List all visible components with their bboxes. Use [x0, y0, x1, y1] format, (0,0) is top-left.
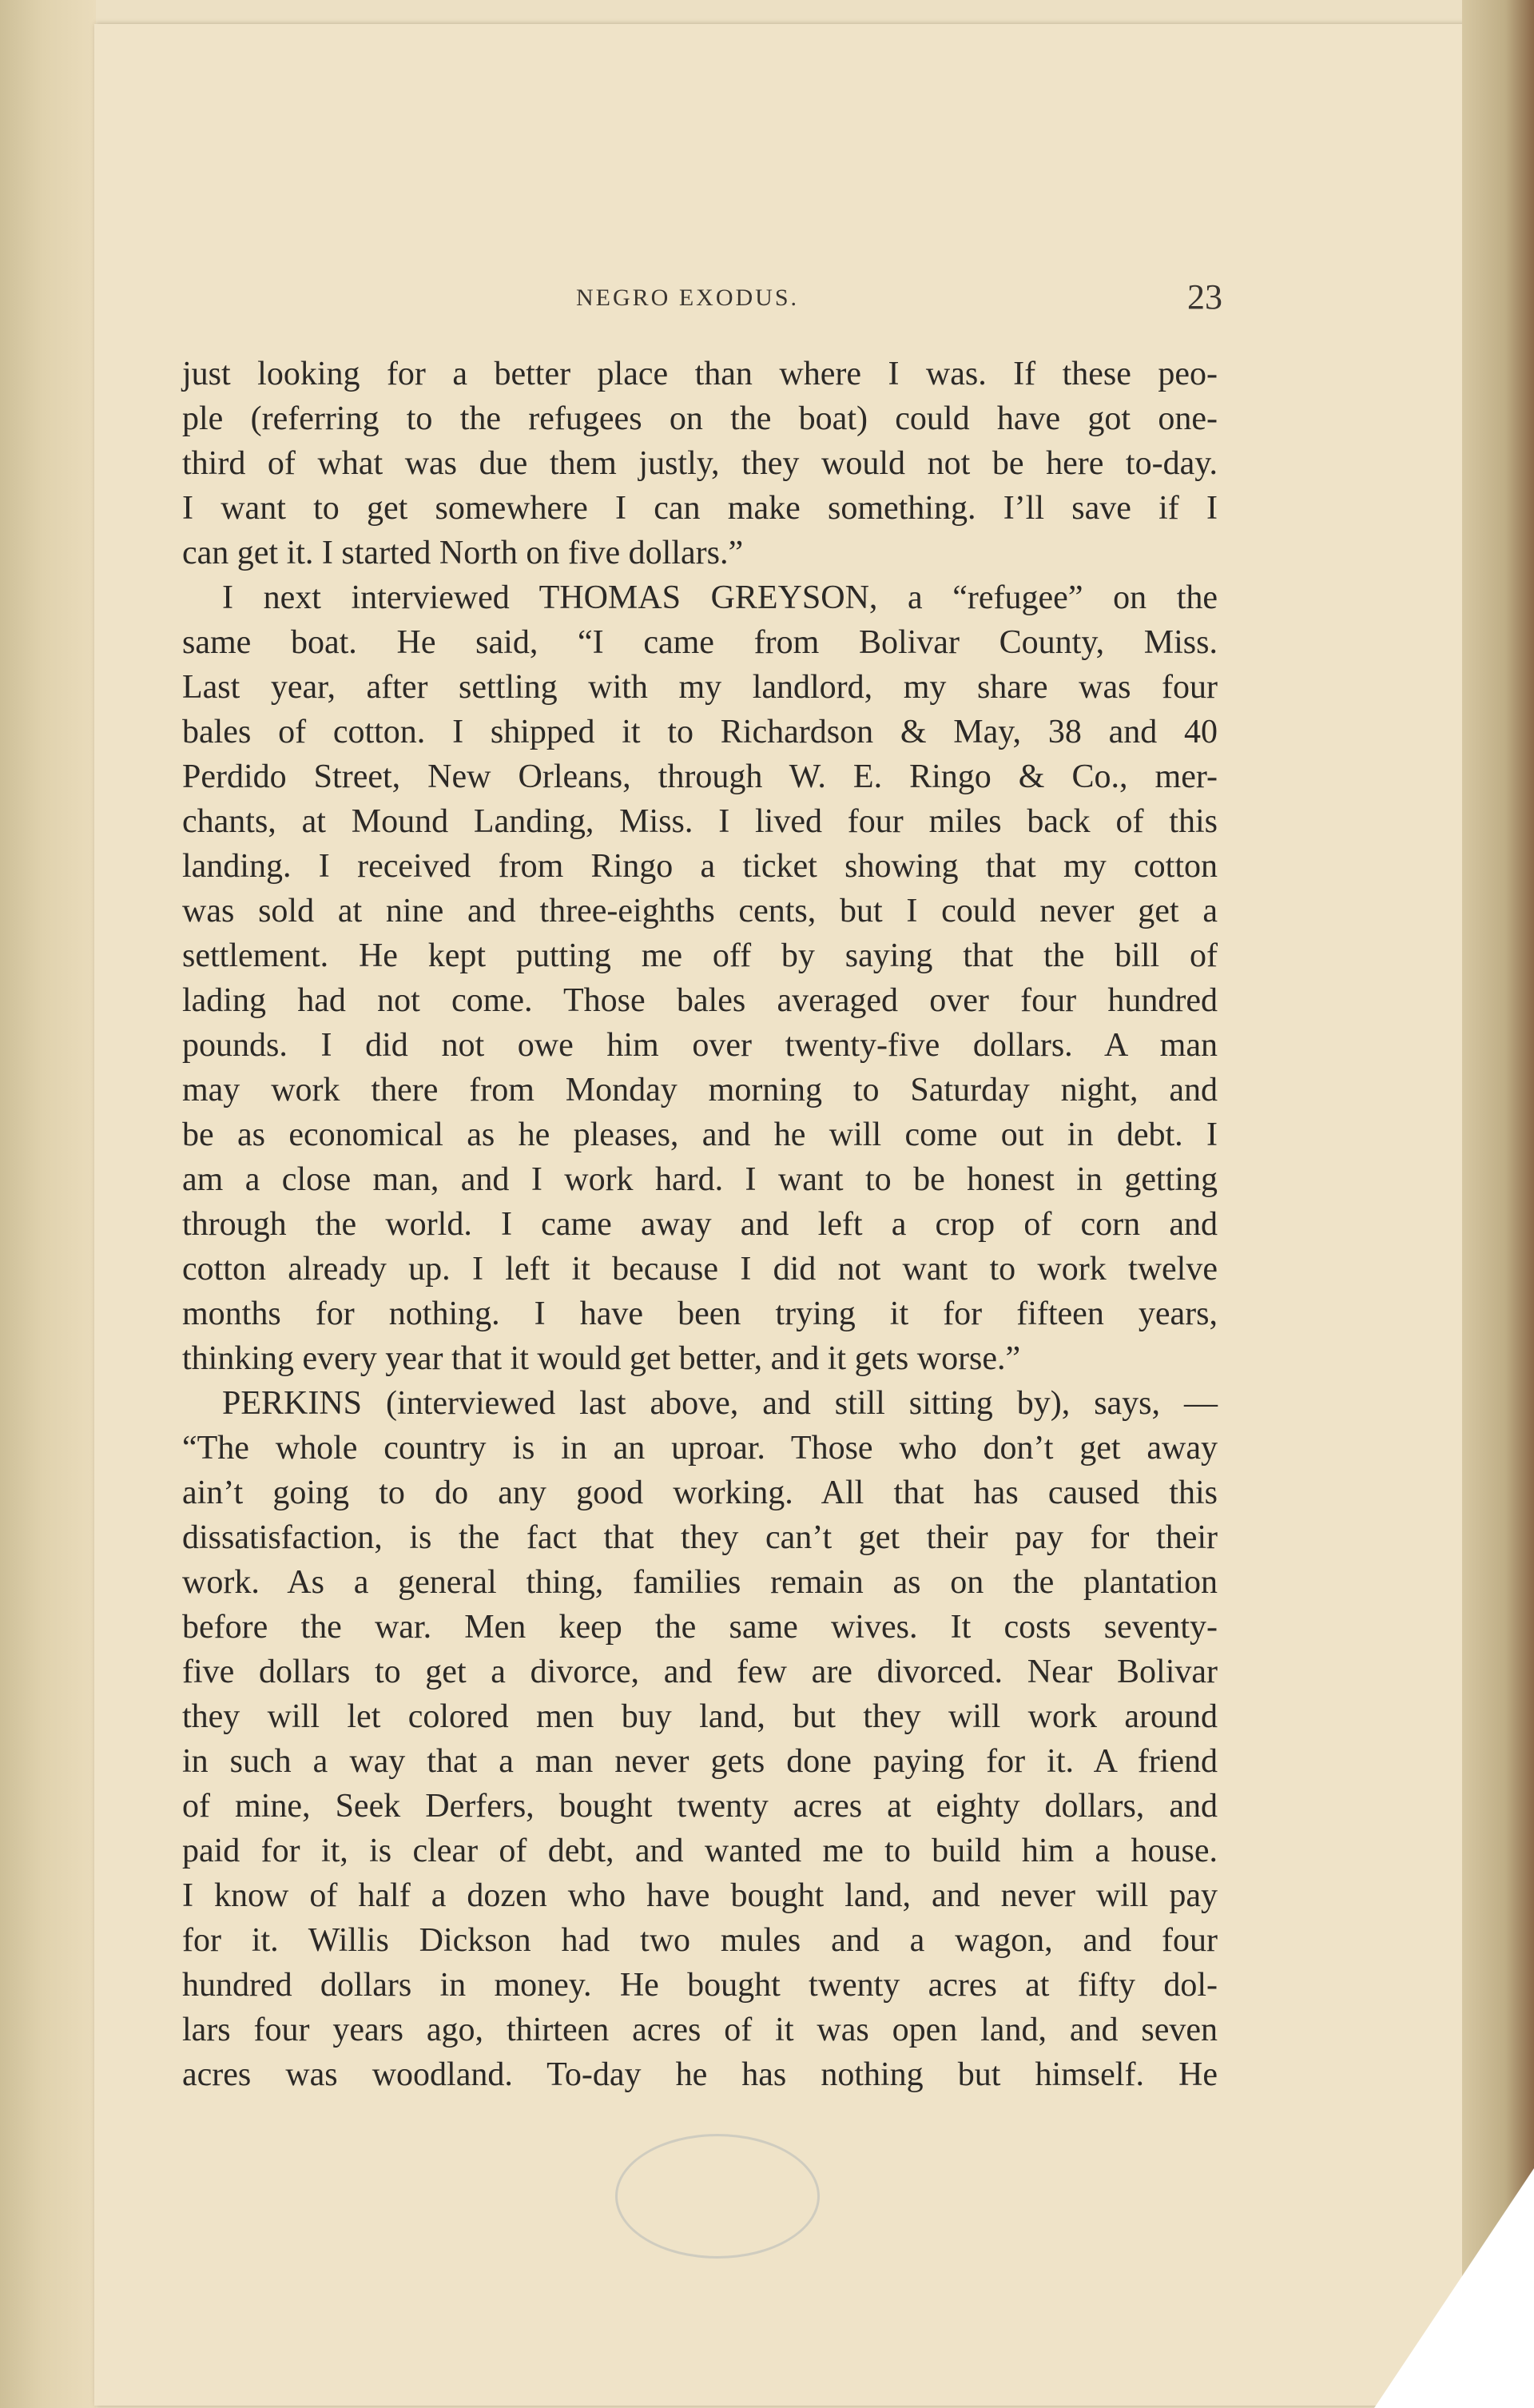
faded-library-stamp	[615, 2134, 820, 2259]
text-line: thinking every year that it would get better, and it gets worse.”	[182, 1340, 1021, 1377]
book-spine	[0, 0, 96, 2408]
text-line: landing. I received from Ringo a ticket showing that my cotton	[182, 848, 1218, 885]
text-line: may work there from Monday morning to Saturday night, and	[182, 1072, 1218, 1108]
text-line: five dollars to get a divorce, and few are divorced. Near Bolivar	[182, 1654, 1218, 1690]
text-line: acres was woodland. To-day he has nothing but himself. He	[182, 2056, 1218, 2093]
text-line: PERKINS (interviewed last above, and still sitting by), says, —	[222, 1385, 1218, 1422]
text-line: Last year, after settling with my landlord, my share was four	[182, 669, 1218, 706]
text-line: was sold at nine and three-eighths cents, but I could never get a	[182, 893, 1218, 929]
text-line: in such a way that a man never gets done paying for it. A friend	[182, 1743, 1218, 1780]
text-line: dissatisfaction, is the fact that they can’t get their pay for their	[182, 1519, 1218, 1556]
text-line: I next interviewed THOMAS GREYSON, a “refugee” on the	[222, 579, 1218, 616]
text-line: settlement. He kept putting me off by saying that the bill of	[182, 937, 1218, 974]
text-line: lars four years ago, thirteen acres of it was open land, and seven	[182, 2012, 1218, 2048]
text-line: they will let colored men buy land, but they will work around	[182, 1698, 1218, 1735]
text-line: be as economical as he pleases, and he will come out in debt. I	[182, 1116, 1218, 1153]
text-line: same boat. He said, “I came from Bolivar County, Miss.	[182, 624, 1218, 661]
text-line: Perdido Street, New Orleans, through W. E. Ringo & Co., mer-	[182, 758, 1218, 795]
running-title: NEGRO EXODUS.	[576, 285, 799, 311]
text-line: pounds. I did not owe him over twenty-five dollars. A man	[182, 1027, 1218, 1064]
text-line: hundred dollars in money. He bought twenty acres at fifty dol-	[182, 1967, 1218, 2004]
text-line: bales of cotton. I shipped it to Richardson & May, 38 and 40	[182, 714, 1218, 750]
text-line: cotton already up. I left it because I did not want to work twelve	[182, 1251, 1218, 1288]
text-line: lading had not come. Those bales averaged over four hundred	[182, 982, 1218, 1019]
text-line: paid for it, is clear of debt, and wanted me to build him a house.	[182, 1833, 1218, 1869]
text-line: can get it. I started North on five dollars.”	[182, 535, 744, 571]
text-line: for it. Willis Dickson had two mules and a wagon, and four	[182, 1922, 1218, 1959]
text-line: through the world. I came away and left a crop of corn and	[182, 1206, 1218, 1243]
text-line: third of what was due them justly, they would not be here to-day.	[182, 445, 1218, 482]
text-line: chants, at Mound Landing, Miss. I lived four miles back of this	[182, 803, 1218, 840]
text-line: ple (referring to the refugees on the boat) could have got one-	[182, 400, 1218, 437]
body-text	[182, 352, 1218, 2097]
running-header	[184, 273, 1222, 321]
text-line: before the war. Men keep the same wives. It costs seventy-	[182, 1609, 1218, 1646]
text-line: ain’t going to do any good working. All that has caused this	[182, 1475, 1218, 1511]
text-line: of mine, Seek Derfers, bought twenty acres at eighty dollars, and	[182, 1788, 1218, 1825]
text-line: I know of half a dozen who have bought land, and never will pay	[182, 1877, 1218, 1914]
text-line: I want to get somewhere I can make something. I’ll save if I	[182, 490, 1218, 527]
page-number: 23	[1187, 277, 1222, 316]
page-edge	[1462, 0, 1534, 2408]
text-line: just looking for a better place than where I was. If these peo-	[182, 356, 1218, 392]
text-line: am a close man, and I work hard. I want to be honest in getting	[182, 1161, 1218, 1198]
text-line: “The whole country is in an uproar. Those who don’t get away	[182, 1430, 1218, 1467]
text-line: work. As a general thing, families remain as on the plantation	[182, 1564, 1218, 1601]
text-line: months for nothing. I have been trying it for fifteen years,	[182, 1296, 1218, 1332]
